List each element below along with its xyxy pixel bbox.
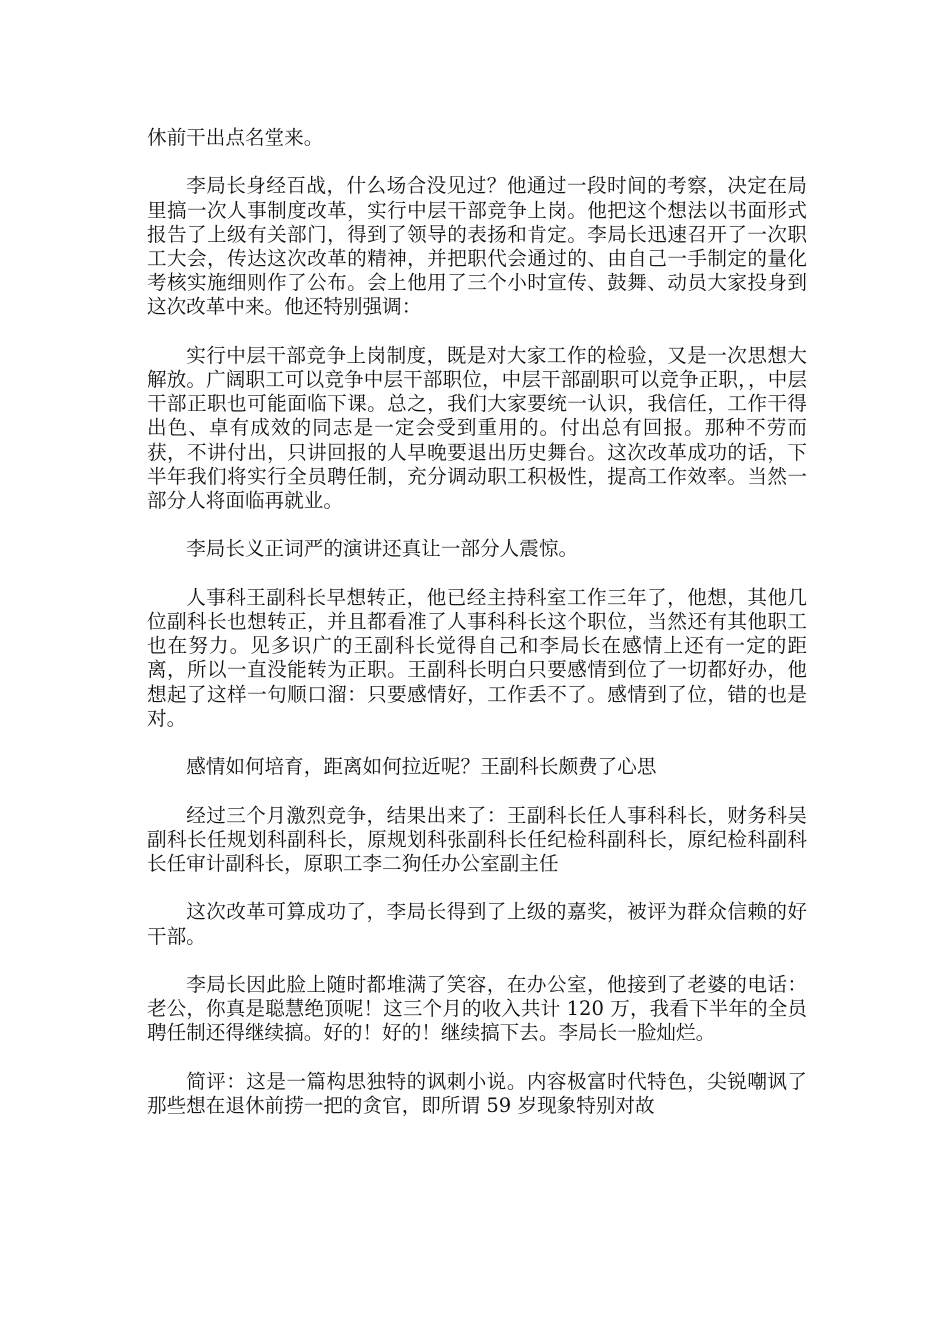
paragraph-2: 李局长身经百战，什么场合没见过？他通过一段时间的考察，决定在局里搞一次人事制度改革，实行中层干部竞争上岗。他把这个想法以书面形式报告了上级有关部门，得到了领导的表扬和肯定。李局长迅速召开了一次职工大会，传达这次改革的精神，并把职代会通过的、由自己一手制定的量化考核实施细则作了公布。会上他用了三个小时宣传、鼓舞、动员大家投身到这次改革中来。他还特别强调： xyxy=(147,174,807,319)
paragraph-7: 经过三个月激烈竞争，结果出来了：王副科长任人事科科长，财务科吴副科长任规划科副科长，原规划科张副科长任纪检科副科长，原纪检科副科长任审计副科长，原职工李二狗任办公室副主任 xyxy=(147,803,807,875)
paragraph-1: 休前干出点名堂来。 xyxy=(147,126,324,149)
paragraph-10: 简评：这是一篇构思独特的讽刺小说。内容极富时代特色，尖锐嘲讽了那些想在退休前捞一把的贪官，即所谓 59 岁现象特别对故 xyxy=(147,1069,807,1117)
paragraph-5: 人事科王副科长早想转正，他已经主持科室工作三年了，他想，其他几位副科长也想转正，并且都看准了人事科科长这个职位，当然还有其他职工也在努力。见多识广的王副科长觉得自己和李局长在感情上还有一定的距离，所以一直没能转为正职。王副科长明白只要感情到位了一切都好办，他想起了这样一句顺口溜：只要感情好，工作丢不了。感情到了位，错的也是对。 xyxy=(147,585,807,730)
paragraph-8: 这次改革可算成功了，李局长得到了上级的嘉奖，被评为群众信赖的好干部。 xyxy=(147,900,807,948)
paragraph-9: 李局长因此脸上随时都堆满了笑容，在办公室，他接到了老婆的电话：老公，你真是聪慧绝顶呢！这三个月的收入共计 120 万，我看下半年的全员聘任制还得继续搞。好的！好的！继续搞下去。李局长一脸灿烂。 xyxy=(147,972,807,1045)
paragraph-4: 李局长义正词严的演讲还真让一部分人震惊。 xyxy=(186,537,579,561)
paragraph-3: 实行中层干部竞争上岗制度，既是对大家工作的检验，又是一次思想大解放。广阔职工可以竞争中层干部职位，中层干部副职可以竞争正职，，中层干部正职也可能面临下课。总之，我们大家要统一认识，我信任，工作干得出色、卓有成效的同志是一定会受到重用的。付出总有回报。那种不劳而获，不讲付出，只讲回报的人早晚要退出历史舞台。这次改革成功的话，下半年我们将实行全员聘任制，充分调动职工积极性，提高工作效率。当然一部分人将面临再就业。 xyxy=(147,343,807,513)
paragraph-6: 感情如何培育，距离如何拉近呢？王副科长颇费了心思 xyxy=(186,755,657,779)
document-body xyxy=(147,126,807,1118)
